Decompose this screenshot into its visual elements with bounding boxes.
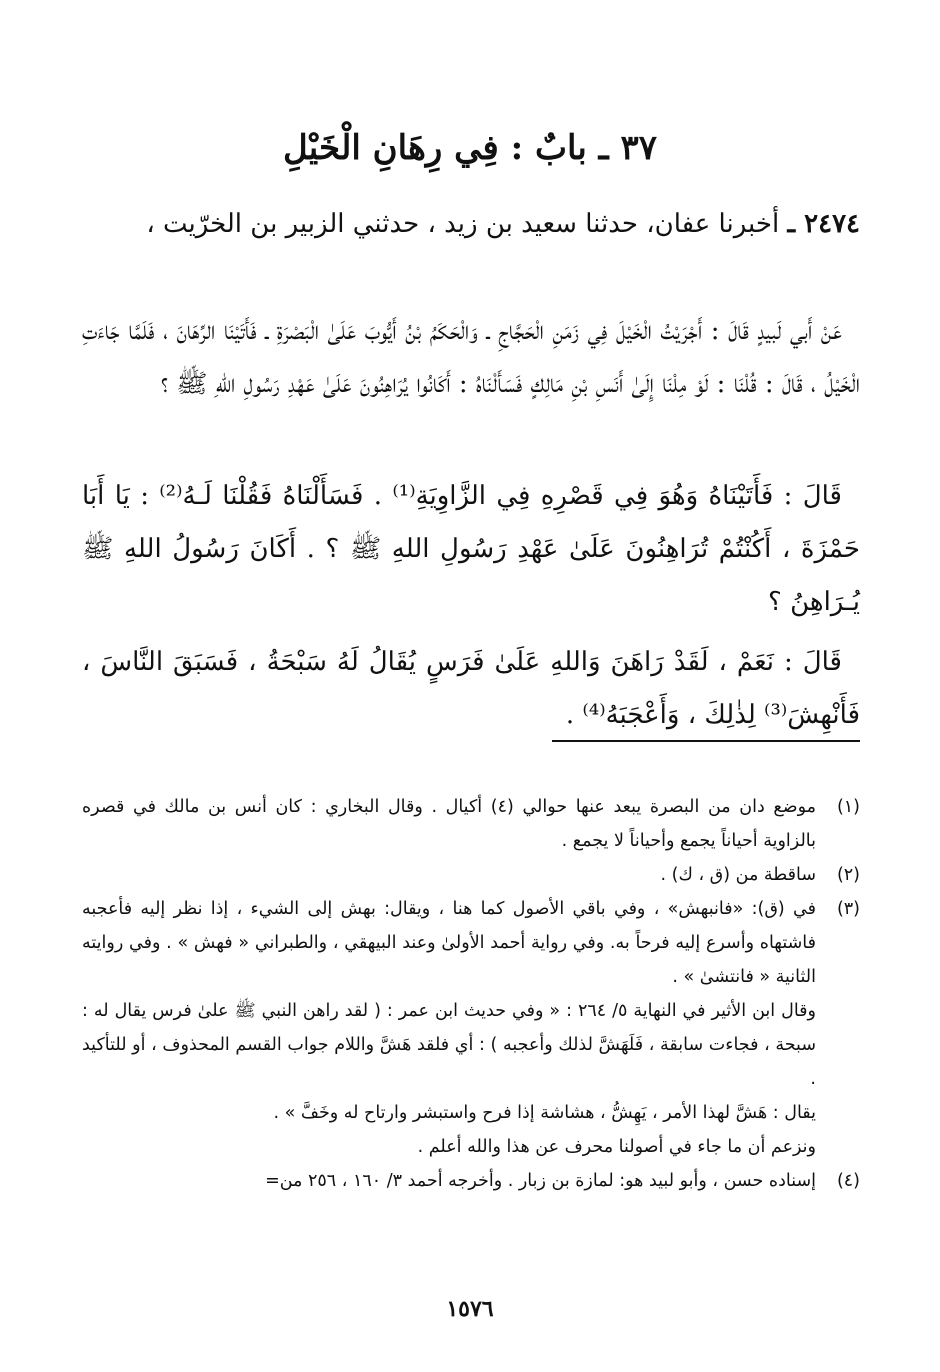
- footnote-1: [82, 790, 860, 858]
- footnote-label: (٣): [836, 899, 860, 919]
- footnote-3: [82, 892, 860, 1164]
- footnote-text: يقال : هَشَّ لهذا الأمر ، يَهِشُّ ، هشاشة إذا فرح واستبشر وارتاح له وخَفَّ » .: [273, 1103, 816, 1123]
- footnote-text: ساقطة من (ق ، ك) .: [660, 865, 816, 885]
- footnote-label: (٤): [836, 1171, 860, 1191]
- chapter-title: ٣٧ ـ بابٌ : فِي رِهَانِ الْخَيْلِ: [283, 128, 657, 168]
- hadith-number: ٢٤٧٤ ـ: [787, 209, 860, 239]
- footnote-label: (٢): [836, 865, 860, 885]
- hadith-paragraph: عَنْ أَبي لَبيدٍ قَالَ : أَجْرَيْتُ الْخَيْلَ فِي زَمَنِ الْحَجَّاجِ ـ وَالْحَكَمُ بْنُ أَيُّوبَ عَلَىٰ الْبَصْرَةِ ـ فَأَتَيْنَا الرِّهَانَ ، فَلَمَّا جَاءَتِ الْخَيْلُ ، قَالَ : قُلْنَا : لَوْ مِلْنَا إِلَىٰ أَنَسِ بْنِ مَالِكٍ فَسَأَلْنَاهُ : أَكَانُوا يُرَاهِنُونَ عَلَىٰ عَهْدِ رَسُولِ اللهِ ﷺ ؟: [82, 316, 860, 399]
- footnote-label: (١): [836, 797, 860, 817]
- hadith-isnad: أخبرنا عفان، حدثنا سعيد بن زيد ، حدثني الزبير بن الخرّيت ،: [146, 209, 780, 239]
- footnote-text: وقال ابن الأثير في النهاية ٥/ ٢٦٤ : « وفي حديث ابن عمر : ( لقد راهن النبي ﷺ علىٰ فرس يقال له : سبحة ، فجاءت سابقة ، فَلَهَشَّ لذلك وأعجبه ) : أي فلقد هَشَّ واللام جواب القسم المحذوف ، أو للتأكيد .: [82, 1001, 816, 1089]
- footnotes: [82, 790, 860, 1198]
- footnote-text: إسناده حسن ، وأبو لبيد هو: لمازة بن زبار . وأخرجه أحمد ٣/ ١٦٠ ، ٢٥٦ من=: [265, 1171, 816, 1191]
- footnote-2: [82, 858, 860, 892]
- hadith-isnad-block: [82, 196, 860, 252]
- hadith-paragraph: قَالَ : فَأَتَيْنَاهُ وَهُوَ فِي قَصْرِهِ فِي الزَّاوِيَةِ⁽¹⁾ . فَسَأَلْنَاهُ فَقُلْنَا لَـهُ⁽²⁾ : يَا أَبَا حَمْزَةَ ، أَكُنْتُمْ تُرَاهِنُونَ عَلَىٰ عَهْدِ رَسُولِ اللهِ ﷺ ؟ . أَكَانَ رَسُولُ اللهِ ﷺ يُـرَاهِنُ ؟: [82, 481, 860, 617]
- footnote-text: موضع دان من البصرة يبعد عنها حوالي (٤) أكيال . وقال البخاري : كان أنس بن مالك في قصره بالزاوية أحياناً يجمع وأحياناً لا يجمع .: [82, 797, 816, 851]
- footnote-4: [82, 1164, 860, 1198]
- page-number: ١٥٧٦: [446, 1296, 494, 1322]
- footnote-divider: [552, 740, 860, 742]
- footnote-text: ونزعم أن ما جاء في أصولنا محرف عن هذا والله أعلم .: [417, 1137, 816, 1157]
- hadith-paragraph: قَالَ : نَعَمْ ، لَقَدْ رَاهَنَ وَاللهِ عَلَىٰ فَرَسٍ يُقَالُ لَهُ سَبْحَةُ ، فَسَبَقَ النَّاسَ ، فَأَنْهِشَ⁽³⁾ لِذٰلِكَ ، وَأَعْجَبَهُ⁽⁴⁾ .: [82, 647, 860, 730]
- footnote-text: في (ق): «فانبهش» ، وفي باقي الأصول كما هنا ، ويقال: بهش إلى الشيء ، إذا نظر إليه فأعجبه فاشتهاه وأسرع إليه فرحاً به. وفي رواية أحمد الأولىٰ وعند البيهقي ، والطبراني « فهش » . وفي روايته الثانية « فانتشىٰ » .: [82, 899, 816, 987]
